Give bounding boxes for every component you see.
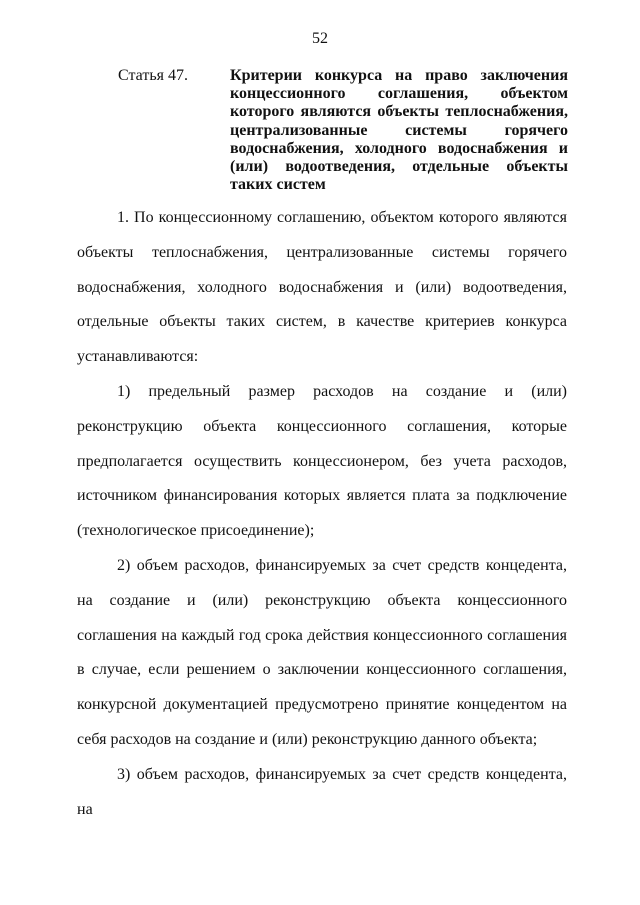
paragraph-item-3: 3) объем расходов, финансируемых за счет средств концедента, на — [77, 765, 567, 818]
article-title: Критерии конкурса на право заключения концессионного соглашения, объектом которого являются объекты теплоснабжения, централизованные системы горячего водоснабжения, холодного водоснабжения и (или) водоотведения, отдельные объекты таких систем — [230, 67, 568, 194]
article-label: Статья 47. — [118, 67, 188, 84]
paragraph-item-2: 2) объем расходов, финансируемых за счет средств концедента, на создание и (или) реконструкцию объекта концессионного соглашения на каждый год срока действия концессионного соглашения в случае, если решением о заключении концессионного соглашения, конкурсной документацией предусмотрено принятие концедентом на себя расходов на создание и (или) реконструкцию данного объекта; — [77, 556, 567, 748]
article-body — [77, 201, 567, 827]
paragraph-1: 1. По концессионному соглашению, объектом которого являются объекты теплоснабжения, централизованные системы горячего водоснабжения, холодного водоснабжения и (или) водоотведения, отдельные объекты таких систем, в качестве критериев конкурса устанавливаются: — [77, 209, 567, 366]
paragraph-item-1: 1) предельный размер расходов на создание и (или) реконструкцию объекта концессионного соглашения, которые предполагается осуществить концессионером, без учета расходов, источником финансирования которых является плата за подключение (технологическое присоединение); — [77, 382, 567, 540]
page-number: 52 — [312, 30, 328, 47]
